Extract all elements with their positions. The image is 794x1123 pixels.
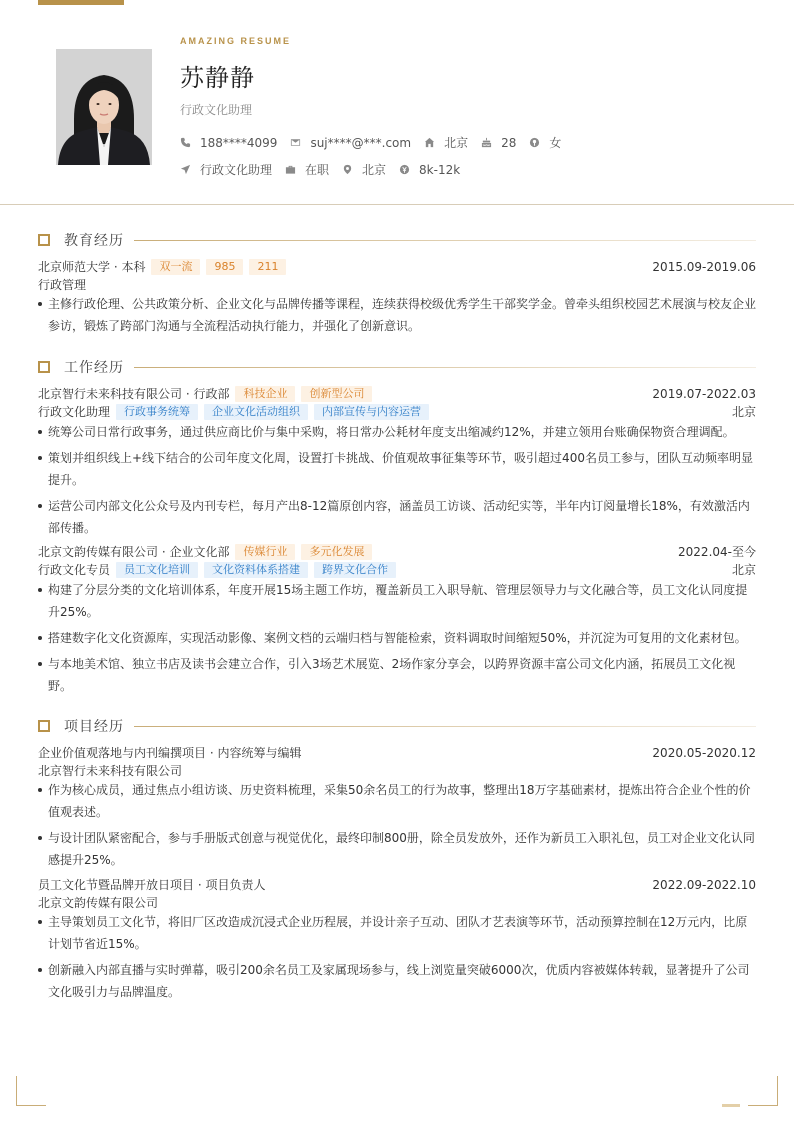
city-text: 北京 (444, 136, 469, 150)
company-tag: 传媒行业 (235, 544, 295, 560)
money-icon (399, 164, 410, 175)
list-item: 与本地美术馆、独立书店及读书会建立合作，引入3场艺术展览、2场作家分享会，以跨界资源丰富公司文化内涵，拓展员工文化视野。 (38, 653, 756, 697)
cake-icon (481, 137, 492, 148)
section-square-icon (38, 234, 50, 246)
gender-info (529, 134, 561, 151)
project-org-row (38, 762, 756, 779)
work-heading: 工作经历 (64, 360, 124, 376)
list-item: 统筹公司日常行政事务，通过供应商比价与集中采购，将日常办公耗材年度支出缩减约12%，并建立领用台账确保物资合理调配。 (38, 421, 756, 443)
profile-photo (56, 49, 152, 165)
role-tag: 跨界文化合作 (314, 562, 396, 578)
project-name: 企业价值观落地与内刊编撰项目 · 内容统筹与编辑 (38, 746, 302, 760)
company-tag: 创新型公司 (301, 386, 372, 402)
send-icon (180, 164, 191, 175)
corner-decoration-right (748, 1076, 778, 1106)
role-tag: 企业文化活动组织 (204, 404, 308, 420)
intent-info-row (180, 161, 473, 178)
age-info (481, 136, 516, 150)
mail-icon (290, 137, 301, 148)
gender-text: 女 (549, 136, 562, 150)
briefcase-icon (285, 164, 296, 175)
project-org: 北京文韵传媒有限公司 (38, 896, 159, 910)
status-info (285, 161, 329, 178)
status-text: 在职 (305, 163, 330, 177)
project-entry-header (38, 876, 756, 893)
project-entry-header (38, 744, 756, 761)
list-item: 策划并组织线上+线下结合的公司年度文化周，设置打卡挑战、价值观故事征集等环节，吸引超过400名员工参与，团队互动频率明显提升。 (38, 447, 756, 491)
home-icon (424, 137, 435, 148)
company-tag: 多元化发展 (301, 544, 372, 560)
major-name: 行政管理 (38, 278, 87, 292)
candidate-title: 行政文化助理 (180, 103, 253, 117)
project-name: 员工文化节暨品牌开放日项目 · 项目负责人 (38, 878, 266, 892)
location-pin-icon (342, 164, 353, 175)
school-tag: 双一流 (151, 259, 200, 275)
email-info (290, 136, 411, 150)
role-name: 行政文化助理 (38, 405, 111, 419)
project-date: 2022.09-2022.10 (652, 877, 756, 892)
list-item: 作为核心成员，通过焦点小组访谈、历史资料梳理，采集50余名员工的行为故事，整理出18万字基础素材，提炼出符合企业个性的价值观表述。 (38, 779, 756, 823)
role-tag: 文化资料体系搭建 (204, 562, 308, 578)
list-item: 主修行政伦理、公共政策分析、企业文化与品牌传播等课程，连续获得校级优秀学生干部奖学金。曾牵头组织校园艺术展演与校友企业参访，锻炼了跨部门沟通与全流程活动执行能力，并强化了创新意识。 (38, 293, 756, 337)
salary-info (399, 163, 460, 177)
school-name: 北京师范大学 · 本科 (38, 260, 146, 274)
email-text: suj****@***.com (310, 135, 412, 150)
education-heading: 教育经历 (64, 233, 124, 249)
contact-info-row (180, 134, 574, 151)
project-org-row (38, 894, 756, 911)
resume-tagline: AMAZING RESUME (180, 36, 291, 46)
work-section-header (38, 358, 756, 376)
role-tag: 员工文化培训 (116, 562, 198, 578)
phone-info (180, 136, 277, 150)
gender-icon (529, 137, 540, 148)
company-name: 北京智行未来科技有限公司 · 行政部 (38, 387, 230, 401)
project-bullets (38, 911, 756, 1007)
salary-text: 8k-12k (419, 162, 461, 177)
location-text: 北京 (362, 163, 387, 177)
section-divider (134, 726, 756, 727)
work-entry-header (38, 385, 756, 402)
work-date: 2019.07-2022.03 (652, 386, 756, 401)
company-name: 北京文韵传媒有限公司 · 企业文化部 (38, 545, 230, 559)
corner-decoration-left (16, 1076, 46, 1106)
job-intent-text: 行政文化助理 (200, 163, 273, 177)
resume-header (0, 0, 794, 205)
list-item: 搭建数字化文化资源库，实现活动影像、案例文档的云端归档与智能检索，资料调取时间缩短50%，并沉淀为可复用的文化素材包。 (38, 627, 756, 649)
city-info (424, 134, 468, 151)
age-text: 28 (501, 135, 517, 150)
education-entry-header (38, 258, 756, 275)
footer-dash-decoration (722, 1104, 740, 1107)
role-tag: 行政事务统筹 (116, 404, 198, 420)
role-name: 行政文化专员 (38, 563, 111, 577)
project-section-header (38, 717, 756, 735)
phone-text: 188****4099 (200, 135, 278, 150)
role-tag: 内部宣传与内容运营 (314, 404, 429, 420)
list-item: 与设计团队紧密配合，参与手册版式创意与视觉优化，最终印制800册，除全员发放外，还作为新员工入职礼包，员工对企业文化认同感提升25%。 (38, 827, 756, 871)
work-bullets (38, 421, 756, 543)
education-bullets (38, 293, 756, 341)
education-section-header (38, 231, 756, 249)
work-bullets (38, 579, 756, 701)
work-role-row (38, 403, 756, 420)
list-item: 构建了分层分类的文化培训体系，年度开展15场主题工作坊，覆盖新员工入职导航、管理层领导力与文化融合等，员工文化认同度提升25%。 (38, 579, 756, 623)
school-tag: 211 (249, 259, 286, 275)
work-city: 北京 (731, 563, 756, 577)
job-intent-info (180, 161, 272, 178)
school-tag: 985 (206, 259, 243, 275)
work-date: 2022.04-至今 (678, 545, 756, 559)
work-city: 北京 (731, 405, 756, 419)
list-item: 创新融入内部直播与实时弹幕，吸引200余名员工及家属现场参与，线上浏览量突破6000次，优质内容被媒体转载，显著提升了公司文化吸引力与品牌温度。 (38, 959, 756, 1003)
section-square-icon (38, 720, 50, 732)
project-org: 北京智行未来科技有限公司 (38, 764, 183, 778)
phone-icon (180, 137, 191, 148)
project-heading: 项目经历 (64, 719, 124, 735)
candidate-name: 苏静静 (180, 64, 255, 92)
education-major-row (38, 276, 756, 293)
section-divider (134, 240, 756, 241)
list-item: 主导策划员工文化节，将旧厂区改造成沉浸式企业历程展，并设计亲子互动、团队才艺表演等环节，活动预算控制在12万元内，比原计划节省近15%。 (38, 911, 756, 955)
list-item: 运营公司内部文化公众号及内刊专栏，每月产出8-12篇原创内容，涵盖员工访谈、活动纪实等，半年内订阅量增长18%，有效激活内部传播。 (38, 495, 756, 539)
section-square-icon (38, 361, 50, 373)
location-info (342, 161, 386, 178)
portrait-image (56, 49, 152, 165)
section-divider (134, 367, 756, 368)
company-tag: 科技企业 (235, 386, 295, 402)
education-date: 2015.09-2019.06 (652, 259, 756, 274)
project-date: 2020.05-2020.12 (652, 745, 756, 760)
work-entry-header (38, 543, 756, 560)
project-bullets (38, 779, 756, 875)
work-role-row (38, 561, 756, 578)
